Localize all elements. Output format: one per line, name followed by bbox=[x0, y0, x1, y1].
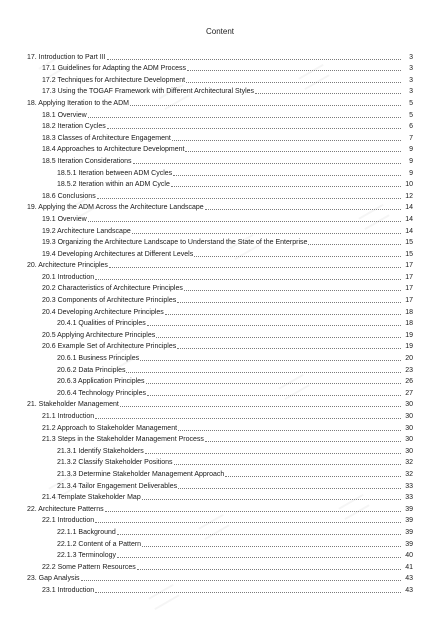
toc-entry-label: 22.1 Introduction bbox=[42, 517, 95, 525]
dot-leader bbox=[95, 417, 401, 419]
dot-leader bbox=[187, 69, 401, 71]
toc-entry[interactable] bbox=[0, 212, 440, 224]
toc-entry-label: 19. Applying the ADM Across the Architecture Landscape bbox=[27, 204, 204, 212]
toc-entry-label: 18.5.2 Iteration within an ADM Cycle bbox=[57, 181, 170, 189]
toc-entry-page-number: 15 bbox=[405, 239, 413, 247]
dot-leader bbox=[225, 475, 401, 477]
toc-entry[interactable] bbox=[0, 131, 440, 143]
toc-entry-label: 17.3 Using the TOGAF Framework with Different Architectural Styles bbox=[42, 88, 255, 96]
toc-entry[interactable] bbox=[0, 386, 440, 398]
toc-entry[interactable] bbox=[0, 85, 440, 97]
dot-leader bbox=[126, 371, 401, 373]
dot-leader bbox=[186, 81, 401, 83]
toc-entry-page-number: 5 bbox=[409, 111, 413, 119]
dot-leader bbox=[117, 533, 401, 535]
toc-entry[interactable] bbox=[0, 525, 440, 537]
dot-leader bbox=[147, 324, 401, 326]
toc-entry-label: 21.3.3 Determine Stakeholder Management Approach bbox=[57, 470, 225, 478]
toc-entry-label: 21.3.1 Identify Stakeholders bbox=[57, 447, 144, 455]
toc-entry-page-number: 14 bbox=[405, 215, 413, 223]
toc-entry-page-number: 9 bbox=[409, 146, 413, 154]
table-of-contents bbox=[0, 50, 440, 595]
toc-entry-page-number: 7 bbox=[409, 134, 413, 142]
toc-entry[interactable] bbox=[0, 236, 440, 248]
toc-entry-page-number: 6 bbox=[409, 123, 413, 131]
toc-entry[interactable] bbox=[0, 328, 440, 340]
toc-entry[interactable] bbox=[0, 282, 440, 294]
dot-leader bbox=[165, 313, 401, 315]
dot-leader bbox=[205, 208, 401, 210]
toc-entry-page-number: 39 bbox=[405, 528, 413, 536]
toc-entry[interactable] bbox=[0, 178, 440, 190]
dot-leader bbox=[107, 58, 401, 60]
toc-entry-label: 18.2 Iteration Cycles bbox=[42, 123, 106, 131]
toc-entry-label: 21.4 Template Stakeholder Map bbox=[42, 494, 141, 502]
toc-entry[interactable] bbox=[0, 189, 440, 201]
toc-entry[interactable] bbox=[0, 502, 440, 514]
dot-leader bbox=[173, 174, 401, 176]
dot-leader bbox=[133, 162, 402, 164]
toc-entry-page-number: 30 bbox=[405, 436, 413, 444]
toc-entry-page-number: 3 bbox=[409, 53, 413, 61]
toc-entry-label: 17.2 Techniques for Architecture Development bbox=[42, 76, 186, 84]
toc-entry-label: 22. Architecture Patterns bbox=[27, 505, 104, 513]
toc-entry-page-number: 30 bbox=[405, 413, 413, 420]
toc-entry-label: 20. Architecture Principles bbox=[27, 262, 108, 270]
toc-entry-page-number: 3 bbox=[409, 76, 413, 84]
toc-entry-page-number: 5 bbox=[409, 99, 413, 107]
toc-entry-label: 19.1 Overview bbox=[42, 215, 87, 223]
toc-entry-page-number: 39 bbox=[405, 505, 413, 513]
toc-entry-page-number: 14 bbox=[405, 204, 413, 212]
toc-entry-page-number: 9 bbox=[409, 169, 413, 177]
toc-entry[interactable] bbox=[0, 293, 440, 305]
toc-entry-page-number: 39 bbox=[405, 517, 413, 525]
toc-entry-label: 20.6.2 Data Principles bbox=[57, 366, 126, 374]
toc-entry-page-number: 27 bbox=[405, 389, 413, 397]
toc-entry[interactable] bbox=[0, 259, 440, 271]
dot-leader bbox=[174, 463, 401, 465]
toc-entry-page-number: 3 bbox=[409, 88, 413, 96]
toc-entry-page-number: 26 bbox=[405, 378, 413, 386]
toc-entry-label: 20.3 Components of Architecture Principles bbox=[42, 297, 177, 305]
toc-entry-label: 20.6 Example Set of Architecture Principles bbox=[42, 343, 177, 351]
page-title: Content bbox=[205, 27, 235, 36]
dot-leader bbox=[147, 394, 401, 396]
toc-entry-label: 20.4.1 Qualities of Principles bbox=[57, 320, 146, 328]
dot-leader bbox=[184, 289, 401, 291]
toc-entry[interactable] bbox=[0, 108, 440, 120]
toc-entry[interactable] bbox=[0, 317, 440, 329]
toc-entry-label: 21.1 Introduction bbox=[42, 413, 95, 420]
toc-entry-page-number: 3 bbox=[409, 65, 413, 73]
toc-entry-page-number: 32 bbox=[405, 470, 413, 478]
toc-entry-label: 23.1 Introduction bbox=[42, 586, 95, 594]
dot-leader bbox=[137, 568, 401, 570]
toc-entry[interactable] bbox=[0, 491, 440, 503]
toc-entry-page-number: 10 bbox=[405, 181, 413, 189]
dot-leader bbox=[81, 579, 401, 581]
toc-entry[interactable] bbox=[0, 120, 440, 132]
dot-leader bbox=[145, 452, 401, 454]
toc-entry-label: 18.1 Overview bbox=[42, 111, 87, 119]
toc-entry-page-number: 33 bbox=[405, 482, 413, 490]
dot-leader bbox=[107, 127, 401, 129]
toc-entry-label: 20.4 Developing Architecture Principles bbox=[42, 308, 164, 316]
dot-leader bbox=[88, 220, 401, 222]
toc-entry[interactable] bbox=[0, 224, 440, 236]
toc-entry[interactable] bbox=[0, 433, 440, 445]
toc-entry-label: 20.6.1 Business Principles bbox=[57, 355, 140, 363]
dot-leader bbox=[88, 116, 401, 118]
dot-leader bbox=[95, 278, 401, 280]
dot-leader bbox=[142, 498, 401, 500]
toc-entry[interactable] bbox=[0, 560, 440, 572]
toc-entry-page-number: 15 bbox=[405, 250, 413, 258]
toc-entry-page-number: 41 bbox=[405, 563, 413, 571]
toc-entry-label: 18.6 Conclusions bbox=[42, 192, 96, 200]
toc-entry[interactable] bbox=[0, 201, 440, 213]
toc-entry-label: 19.3 Organizing the Architecture Landscape to Understand the State of the Enterprise bbox=[42, 239, 308, 247]
toc-entry-label: 17.1 Guidelines for Adapting the ADM Process bbox=[42, 65, 186, 73]
dot-leader bbox=[120, 405, 401, 407]
toc-entry-label: 18. Applying Iteration to the ADM bbox=[27, 99, 129, 107]
toc-entry[interactable] bbox=[0, 583, 440, 595]
toc-entry[interactable] bbox=[0, 340, 440, 352]
dot-leader bbox=[95, 521, 401, 523]
dot-leader bbox=[105, 510, 401, 512]
toc-entry[interactable] bbox=[0, 537, 440, 549]
toc-entry[interactable] bbox=[0, 363, 440, 375]
toc-entry-label: 20.6.3 Application Principles bbox=[57, 378, 145, 386]
dot-leader bbox=[185, 150, 401, 152]
toc-entry-page-number: 19 bbox=[405, 331, 413, 339]
toc-entry[interactable] bbox=[0, 456, 440, 468]
toc-entry-page-number: 43 bbox=[405, 586, 413, 594]
toc-entry[interactable] bbox=[0, 398, 440, 410]
toc-entry[interactable] bbox=[0, 96, 440, 108]
toc-entry[interactable] bbox=[0, 247, 440, 259]
toc-entry-label: 22.1.2 Content of a Pattern bbox=[57, 540, 142, 548]
toc-entry-label: 18.4 Approaches to Architecture Development bbox=[42, 146, 185, 154]
toc-entry-label: 22.1.1 Background bbox=[57, 528, 116, 536]
dot-leader bbox=[140, 359, 401, 361]
dot-leader bbox=[142, 545, 401, 547]
dot-leader bbox=[194, 255, 401, 257]
dot-leader bbox=[177, 301, 401, 303]
dot-leader bbox=[172, 139, 401, 141]
dot-leader bbox=[308, 243, 401, 245]
toc-entry-page-number: 17 bbox=[405, 285, 413, 293]
toc-entry-label: 18.5.1 Iteration between ADM Cycles bbox=[57, 169, 173, 177]
toc-entry-label: 21.3.2 Classify Stakeholder Positions bbox=[57, 459, 173, 467]
dot-leader bbox=[146, 382, 401, 384]
toc-entry[interactable] bbox=[0, 62, 440, 74]
toc-entry-label: 22.1.3 Terminology bbox=[57, 552, 117, 560]
toc-entry-page-number: 30 bbox=[405, 401, 413, 409]
toc-entry[interactable] bbox=[0, 270, 440, 282]
dot-leader bbox=[130, 104, 401, 106]
toc-entry-label: 21.2 Approach to Stakeholder Management bbox=[42, 424, 178, 432]
toc-entry-label: 19.2 Architecture Landscape bbox=[42, 227, 131, 235]
dot-leader bbox=[171, 185, 401, 187]
toc-entry[interactable] bbox=[0, 351, 440, 363]
dot-leader bbox=[117, 556, 401, 558]
toc-entry-label: 21.3 Steps in the Stakeholder Management Process bbox=[42, 436, 204, 444]
toc-entry-label: 22.2 Some Pattern Resources bbox=[42, 563, 136, 571]
toc-entry-label: 20.5 Applying Architecture Principles bbox=[42, 331, 156, 339]
toc-entry-label: 20.6.4 Technology Principles bbox=[57, 389, 146, 397]
toc-entry-label: 18.5 Iteration Considerations bbox=[42, 157, 132, 165]
toc-entry[interactable] bbox=[0, 421, 440, 433]
toc-entry[interactable] bbox=[0, 467, 440, 479]
dot-leader bbox=[95, 591, 401, 593]
toc-entry-page-number: 19 bbox=[405, 343, 413, 351]
dot-leader bbox=[109, 266, 401, 268]
toc-entry[interactable] bbox=[0, 166, 440, 178]
toc-entry[interactable] bbox=[0, 572, 440, 584]
dot-leader bbox=[156, 336, 401, 338]
toc-entry-page-number: 17 bbox=[405, 273, 413, 281]
toc-entry-page-number: 32 bbox=[405, 459, 413, 467]
toc-entry[interactable] bbox=[0, 73, 440, 85]
toc-entry-page-number: 33 bbox=[405, 494, 413, 502]
toc-entry[interactable] bbox=[0, 514, 440, 526]
toc-entry-page-number: 17 bbox=[405, 262, 413, 270]
toc-entry-label: 17. Introduction to Part III bbox=[27, 53, 106, 61]
dot-leader bbox=[205, 440, 401, 442]
toc-entry[interactable] bbox=[0, 143, 440, 155]
toc-entry-label: 21. Stakeholder Management bbox=[27, 401, 119, 409]
dot-leader bbox=[178, 487, 401, 489]
toc-entry-label: 23. Gap Analysis bbox=[27, 575, 80, 583]
toc-entry-page-number: 18 bbox=[405, 320, 413, 328]
toc-entry[interactable] bbox=[0, 375, 440, 387]
toc-entry-page-number: 12 bbox=[405, 192, 413, 200]
dot-leader bbox=[97, 197, 401, 199]
toc-entry-page-number: 43 bbox=[405, 575, 413, 583]
toc-entry-label: 18.3 Classes of Architecture Engagement bbox=[42, 134, 171, 142]
toc-entry-page-number: 14 bbox=[405, 227, 413, 235]
toc-entry-page-number: 30 bbox=[405, 447, 413, 455]
toc-entry[interactable] bbox=[0, 305, 440, 317]
toc-entry-page-number: 39 bbox=[405, 540, 413, 548]
toc-entry[interactable] bbox=[0, 479, 440, 491]
toc-entry-page-number: 9 bbox=[409, 157, 413, 165]
toc-entry-page-number: 18 bbox=[405, 308, 413, 316]
toc-entry[interactable] bbox=[0, 549, 440, 561]
dot-leader bbox=[177, 347, 401, 349]
toc-entry[interactable] bbox=[0, 409, 440, 421]
dot-leader bbox=[178, 429, 401, 431]
toc-entry-label: 19.4 Developing Architectures at Different Levels bbox=[42, 250, 194, 258]
toc-entry-label: 21.3.4 Tailor Engagement Deliverables bbox=[57, 482, 178, 490]
toc-entry-label: 20.1 Introduction bbox=[42, 273, 95, 281]
toc-entry[interactable] bbox=[0, 50, 440, 62]
toc-entry-page-number: 17 bbox=[405, 297, 413, 305]
toc-entry-page-number: 40 bbox=[405, 552, 413, 560]
toc-entry-page-number: 30 bbox=[405, 424, 413, 432]
dot-leader bbox=[255, 92, 401, 94]
toc-entry[interactable] bbox=[0, 154, 440, 166]
dot-leader bbox=[132, 232, 401, 234]
toc-entry-page-number: 23 bbox=[405, 366, 413, 374]
toc-entry-label: 20.2 Characteristics of Architecture Principles bbox=[42, 285, 183, 293]
toc-entry[interactable] bbox=[0, 444, 440, 456]
toc-entry-page-number: 20 bbox=[405, 355, 413, 363]
